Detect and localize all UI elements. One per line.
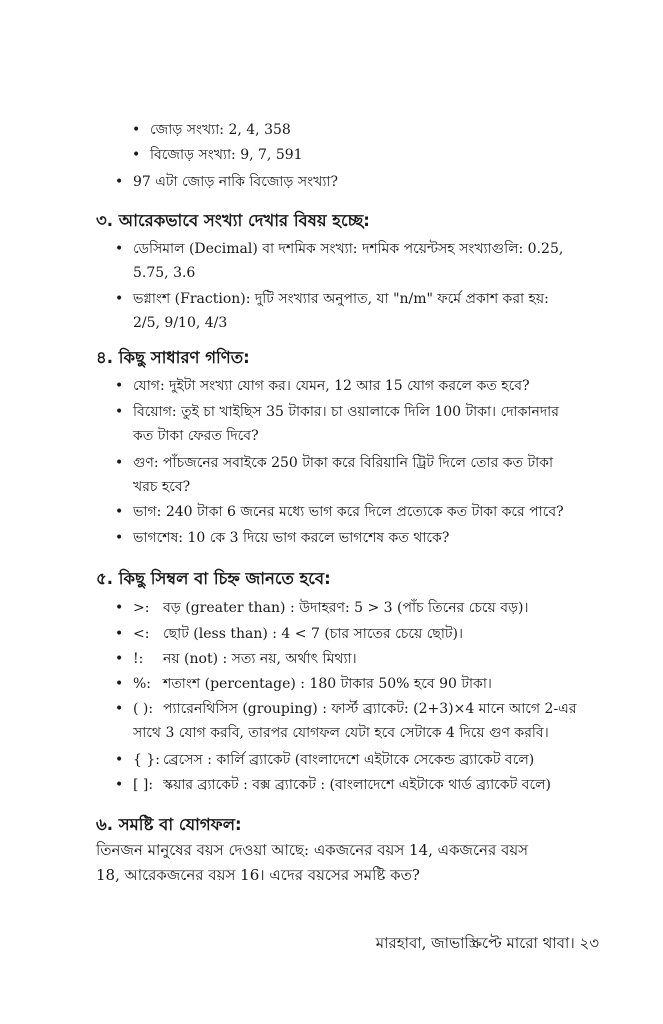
- list-item: [115, 622, 603, 646]
- bullet: •: [115, 651, 124, 667]
- remainder-text: ভাগশেষ: 10 কে 3 দিয়ে ভাগ করলে ভাগশেষ কত থাকে?: [133, 530, 450, 546]
- bullet: •: [115, 504, 124, 520]
- bullet: •: [115, 752, 124, 768]
- list-item: [115, 400, 603, 448]
- list-item: [115, 773, 613, 797]
- list-item: [115, 500, 603, 524]
- odd-numbers-text: বিজোড় সংখ্যা: 9, 7, 591: [150, 147, 303, 163]
- bullet: •: [115, 530, 124, 546]
- percent-symbol: %:: [133, 676, 152, 692]
- addition-text: যোগ: দুইটা সংখ্যা যোগ কর। যেমন, 12 আর 15 যোগ করলে কত হবে?: [133, 378, 530, 394]
- subtraction-line-2: কত টাকা ফেরত দিবে?: [133, 428, 259, 444]
- fraction-line-1: ভগ্নাংশ (Fraction): দুটি সংখ্যার অনুপাত, যা "n/m" ফর্মে প্রকাশ করা হয়:: [133, 291, 549, 307]
- decimal-line-2: 5.75, 3.6: [133, 265, 196, 281]
- parenthesis-symbol: ( ):: [133, 701, 154, 717]
- square-bracket-symbol: [ ]:: [133, 777, 154, 793]
- braces-text: ব্রেসেস : কার্লি ব্র্যাকেট (বাংলাদেশে এইটাকে সেকেন্ড ব্র্যাকেট বলে): [163, 752, 535, 768]
- list-item: [115, 697, 613, 745]
- bullet: •: [115, 701, 124, 717]
- less-than-symbol: <:: [133, 626, 150, 642]
- list-item: [115, 672, 603, 696]
- division-text: ভাগ: 240 টাকা 6 জনের মধ্যে ভাগ করে দিলে প্রত্যেকে কত টাকা করে পাবে?: [133, 504, 564, 520]
- section-heading: ৩. আরেকভাবে সংখ্যা দেখার বিষয় হচ্ছে:: [96, 211, 370, 230]
- even-odd-question: 97 এটা জোড় নাকি বিজোড় সংখ্যা?: [133, 174, 338, 190]
- not-symbol: !:: [133, 651, 144, 667]
- list-item: [115, 526, 603, 550]
- paragraph-line-2: 18, আরেকজনের বয়স 16। এদের বয়সের সমষ্টি কত?: [96, 866, 420, 884]
- paragraph-line-1: তিনজন মানুষের বয়স দেওয়া আছে: একজনের বয়স 14, একজনের বয়স: [96, 841, 529, 859]
- not-text: নয় (not) : সত্য নয়, অর্থাৎ মিথ্যা।: [163, 651, 357, 667]
- bullet: •: [115, 291, 124, 307]
- bullet: •: [115, 626, 124, 642]
- bullet: •: [132, 147, 141, 163]
- bullet: •: [115, 378, 124, 394]
- parenthesis-text: প্যারেনথিসিস (grouping) : ফার্স্ট ব্র্যাকেট: (2+3)×4 মানে আগে 2-এর: [163, 701, 577, 717]
- bullet: •: [115, 600, 124, 616]
- section-heading: ৪. কিছু সাধারণ গণিত:: [96, 348, 250, 367]
- list-item: [132, 143, 303, 167]
- even-numbers-text: জোড় সংখ্যা: 2, 4, 358: [150, 122, 291, 138]
- list-item: [115, 748, 603, 772]
- percent-text: শতাংশ (percentage) : 180 টাকার 50% হবে 90 টাকা।: [163, 676, 492, 692]
- section-heading: ৬. সমষ্টি বা যোগফল:: [96, 815, 242, 834]
- less-than-text: ছোট (less than) : 4 < 7 (চার সাতের চেয়ে ছোট)।: [163, 626, 464, 642]
- list-item: [115, 596, 603, 620]
- bullet: •: [115, 174, 124, 190]
- parenthesis-continuation: সাথে 3 যোগ করবি, তারপর যোগফল যেটা হবে সেটাকে 4 দিয়ে গুণ করবি।: [133, 725, 549, 741]
- braces-symbol: { }:: [133, 752, 160, 768]
- section-heading: ৫. কিছু সিম্বল বা চিহ্ন জানতে হবে:: [96, 569, 331, 588]
- square-bracket-text: স্কয়ার ব্র্যাকেট : বক্স ব্র্যাকেট : (বাংলাদেশে এইটাকে থার্ড ব্র্যাকেট বলে): [163, 777, 551, 793]
- list-item: [115, 451, 603, 499]
- multiplication-line-2: খরচ হবে?: [133, 479, 191, 495]
- list-item: [115, 374, 603, 398]
- multiplication-line-1: গুণ: পাঁচজনের সবাইকে 250 টাকা করে বিরিয়ানি ট্রিট দিলে তোর কত টাকা: [133, 455, 554, 471]
- bullet: •: [115, 241, 124, 257]
- bullet: •: [132, 122, 141, 138]
- list-item: [115, 170, 338, 194]
- list-item: [115, 647, 603, 671]
- page-footer: মারহাবা, জাভাস্ক্রিপ্টে মারো থাবা। ২৩: [375, 934, 599, 952]
- list-item: [132, 118, 291, 142]
- fraction-line-2: 2/5, 9/10, 4/3: [133, 315, 228, 331]
- bullet: •: [115, 404, 124, 420]
- subtraction-line-1: বিয়োগ: তুই চা খাইছিস 35 টাকার। চা ওয়ালাকে দিলি 100 টাকা। দোকানদার: [133, 404, 559, 420]
- greater-than-symbol: >:: [133, 600, 150, 616]
- paragraph: [96, 838, 576, 888]
- bullet: •: [115, 676, 124, 692]
- greater-than-text: বড় (greater than) : উদাহরণ: 5 > 3 (পাঁচ তিনের চেয়ে বড়)।: [163, 600, 529, 616]
- list-item: [115, 287, 603, 335]
- bullet: •: [115, 777, 124, 793]
- bullet: •: [115, 455, 124, 471]
- list-item: [115, 237, 603, 285]
- decimal-line-1: ডেসিমাল (Decimal) বা দশমিক সংখ্যা: দশমিক পয়েন্টসহ সংখ্যাগুলি: 0.25,: [133, 241, 564, 257]
